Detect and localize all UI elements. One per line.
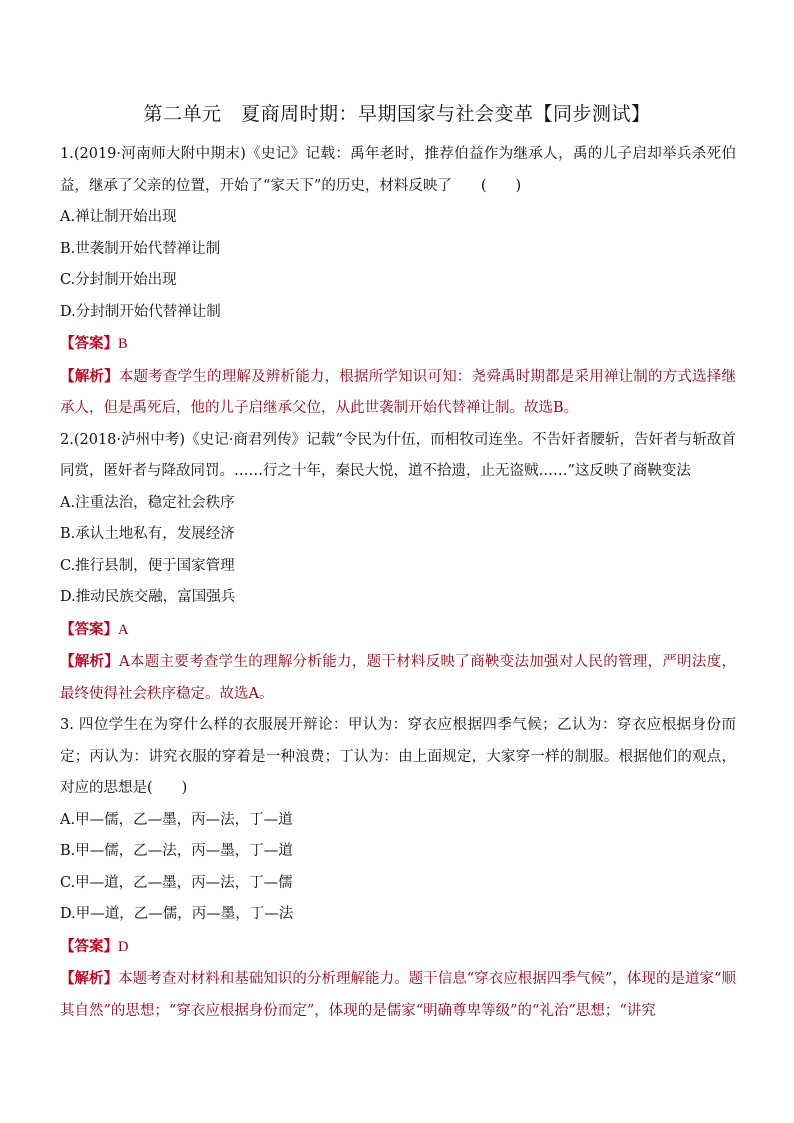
option-d: D.分封制开始代替禅让制 [60,303,221,320]
page-title: 第二单元 夏商周时期：早期国家与社会变革【同步测试】 [143,103,651,125]
analysis-line [60,361,736,425]
option-c: C.推行县制，便于国家管理 [60,557,235,574]
analysis-text: 本题考查学生的理解及辨析能力，根据所学知识可知：尧舜禹时期都是采用禅让制的方式选择继承人，但是禹死后，他的儿子启继承父位，从此世袭制开始代替禅让制。故选B。 [60,368,737,416]
option-b: B.承认土地私有，发展经济 [60,526,235,542]
analysis-line [60,646,736,710]
option-a: A.禅让制开始出现 [60,209,177,225]
question-number: 1. [60,146,74,162]
question-item [60,139,736,425]
question-text: (2018·泸州中考)《史记·商君列传》记载“令民为什伍，而相牧司连坐。不告奸者腰斩，告奸者与斩敌首同赏，匿奸者与降敌同罚。……行之十年，秦民大悦，道不拾遗，止无盗贼……”这反映了商鞅变法 [60,431,736,479]
question-stem [60,139,736,202]
question-item [60,425,736,711]
option-b: B.世袭制开始代替禅让制 [60,240,221,257]
answer-label: 【答案】 [60,937,118,955]
answer-value: A [118,621,129,638]
option-a: A.甲—儒，乙—墨，丙—法，丁—道 [60,811,293,828]
question-list [60,139,736,1027]
answer-value: B [118,336,128,352]
question-item [60,710,736,1027]
question-text: 四位学生在为穿什么样的衣服展开辩论：甲认为：穿衣应根据四季气候；乙认为：穿衣应根据身份而定；丙认为：讲究衣服的穿着是一种浪费；丁认为：由上面规定，大家穿一样的制服。根据他们的观点，对应的思想是( ) [60,717,736,796]
answer-line [60,614,736,647]
answer-line [60,931,736,964]
question-text: (2019·河南师大附中期末)《史记》记载：禹年老时，推荐伯益作为继承人，禹的儿子启却举兵杀死伯益，继承了父亲的位置，开始了“家天下”的历史，材料反映了 ( ) [60,146,736,194]
analysis-label: 【解析】 [60,970,119,987]
option-a: A.注重法治，稳定社会秩序 [60,494,235,511]
answer-label: 【答案】 [60,620,118,638]
option-c: C.甲—道，乙—墨，丙—法，丁—儒 [60,874,293,891]
answer-label: 【答案】 [60,335,118,352]
option-b: B.甲—儒，乙—法，丙—墨，丁—道 [60,843,293,859]
option-d: D.推动民族交融，富国强兵 [60,589,236,605]
analysis-label: 【解析】 [60,653,120,670]
question-stem [60,425,736,488]
answer-value: D [118,938,129,955]
option-d: D.甲—道，乙—儒，丙—墨，丁—法 [60,906,294,922]
question-number: 2. [60,431,74,448]
analysis-text: A本题主要考查学生的理解分析能力，题干材料反映了商鞅变法加强对人民的管理，严明法度，最终使得社会秩序稳定。故选A。 [60,654,737,702]
option-c: C.分封制开始出现 [60,272,177,288]
question-stem [60,710,736,805]
analysis-line [60,963,736,1027]
question-number: 3. [60,717,74,733]
answer-line [60,328,736,361]
analysis-text: 本题考查对材料和基础知识的分析理解能力。题干信息“穿衣应根据四季气候”，体现的是道家“顺其自然”的思想；“穿衣应根据身份而定”，体现的是儒家“明确尊卑等级”的“礼治”思想；“讲究 [60,971,736,1019]
analysis-label: 【解析】 [60,367,119,385]
